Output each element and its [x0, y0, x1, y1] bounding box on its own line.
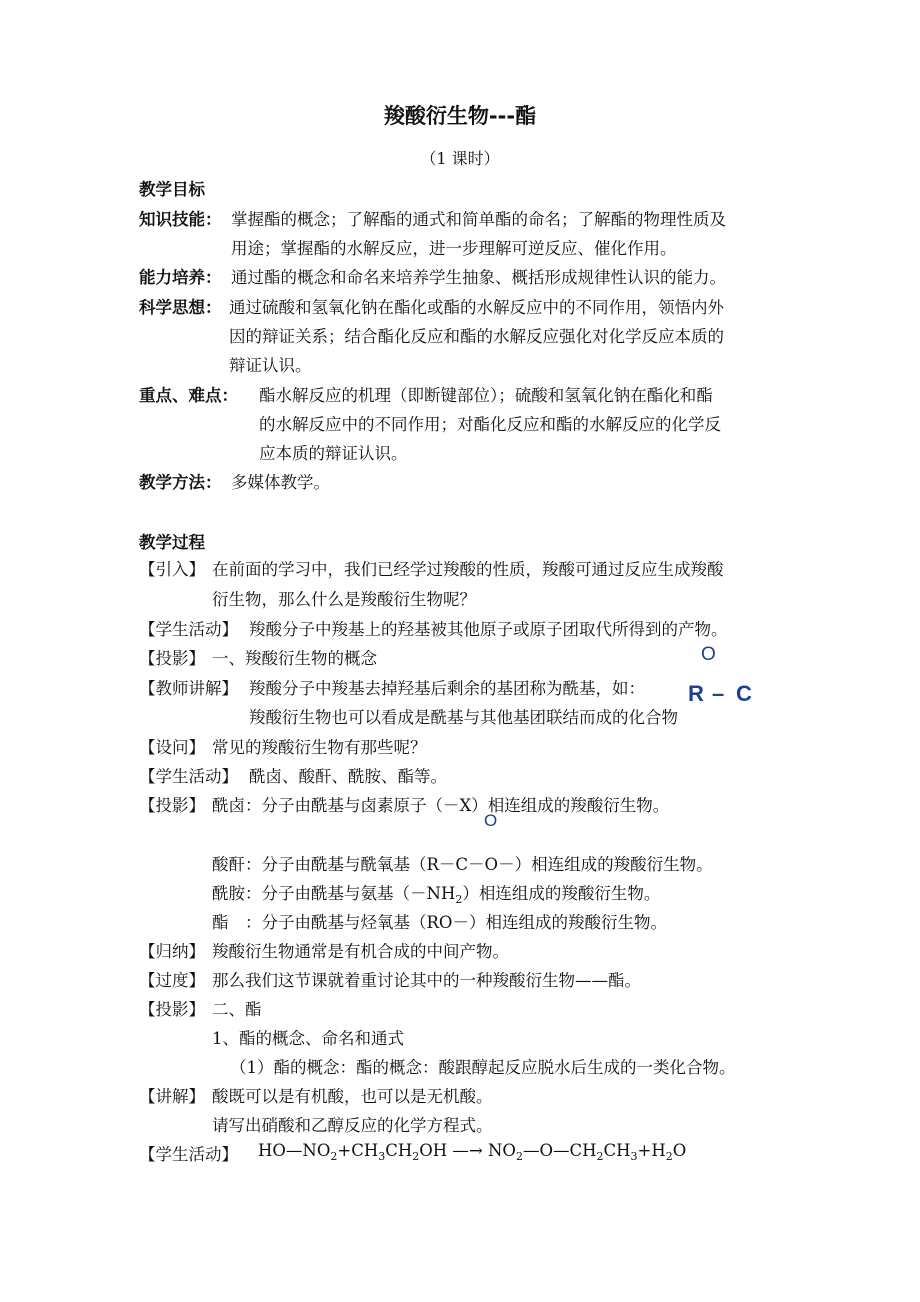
eq-sub: 2: [330, 1150, 338, 1163]
amide-text: [212, 880, 660, 904]
lecture2-tag: 【讲解】: [139, 1087, 205, 1106]
eq-sub: 2: [596, 1150, 604, 1163]
eq-part: CH: [385, 1141, 413, 1160]
ability-label: 能力培养：: [139, 268, 222, 287]
projection1-tag: 【投影】: [139, 649, 205, 668]
eq-sub: 3: [378, 1150, 386, 1163]
objectives-heading: 教学目标: [139, 180, 205, 199]
summary-text: 羧酸衍生物通常是有机合成的中间产物。: [212, 942, 509, 961]
keypoints-label: 重点、难点：: [139, 386, 238, 405]
page-subtitle: （1 课时）: [420, 149, 500, 168]
summary-tag: 【归纳】: [139, 942, 205, 961]
projection3-text: 二、酯: [212, 1000, 262, 1019]
eq-part: —O—CH: [522, 1141, 597, 1160]
question-text: 常见的羧酸衍生物有那些呢？: [212, 738, 427, 757]
thinking-line2: 因的辩证关系；结合酯化反应和酯的水解反应强化对化学反应本质的: [229, 327, 724, 346]
eq-sub: 2: [665, 1150, 673, 1163]
knowledge-line1: 掌握酯的概念；了解酯的通式和简单酯的命名；了解酯的物理性质及: [231, 210, 726, 229]
transition-tag: 【过度】: [139, 971, 205, 990]
anhydride-oxygen: O: [484, 811, 498, 830]
amide-sub: 2: [455, 893, 463, 906]
acyl-oxygen: O: [701, 644, 716, 665]
keypoints-line2: 的水解反应中的不同作用；对酯化反应和酯的水解反应的化学反: [259, 415, 721, 434]
eq-part: HO—NO: [258, 1141, 331, 1160]
ester-def: 酯 ：分子由酰基与烃氧基（RO－）相连组成的羧酸衍生物。: [212, 913, 667, 932]
intro-line2: 衍生物，那么什么是羧酸衍生物呢？: [212, 590, 476, 609]
question-tag: 【设问】: [139, 738, 205, 757]
ability-text: 通过酯的概念和命名来培养学生抽象、概括形成规律性认识的能力。: [231, 268, 726, 287]
knowledge-label: 知识技能：: [139, 210, 222, 229]
activity1-text: 羧酸分子中羧基上的羟基被其他原子或原子团取代所得到的产物。: [249, 620, 728, 639]
lecture1-line2: 羧酸衍生物也可以看成是酰基与其他基团联结而成的化合物: [249, 708, 678, 727]
eq-sub: 2: [515, 1150, 523, 1163]
concept-text: （1）酯的概念：酯的概念：酸跟醇起反应脱水后生成的一类化合物。: [230, 1058, 736, 1077]
acyl-r: R: [688, 681, 704, 706]
section1-heading: 1、酯的概念、命名和通式: [212, 1029, 404, 1048]
method-label: 教学方法：: [139, 473, 222, 492]
amide-post: ）相连组成的羧酸衍生物。: [462, 884, 661, 903]
eq-part: OH —→ NO: [419, 1141, 516, 1160]
anhydride-text: 酸酐：分子由酰基与酰氧基（R－C－O－）相连组成的羧酸衍生物。: [212, 855, 713, 874]
nitration-equation: [258, 1141, 687, 1163]
projection1-text: 一、羧酸衍生物的概念: [212, 649, 377, 668]
method-text: 多媒体教学。: [231, 473, 330, 492]
thinking-line3: 辩证认识。: [229, 356, 312, 375]
intro-line1: 在前面的学习中，我们已经学过羧酸的性质，羧酸可通过反应生成羧酸: [212, 560, 724, 579]
lecture1-line1: 羧酸分子中羧基去掉羟基后剩余的基团称为酰基，如：: [249, 679, 645, 698]
projection2-text: 酰卤：分子由酰基与卤素原子（－X）相连组成的羧酸衍生物。: [212, 796, 670, 815]
acyl-c: C: [736, 681, 752, 706]
eq-part: +H: [637, 1141, 666, 1160]
thinking-label: 科学思想：: [139, 298, 222, 317]
lecture2-line2: 请写出硝酸和乙醇反应的化学方程式。: [212, 1116, 493, 1135]
eq-sub: 3: [630, 1150, 638, 1163]
eq-part: +CH: [337, 1141, 379, 1160]
activity1-tag: 【学生活动】: [139, 620, 238, 639]
process-heading: 教学过程: [139, 533, 205, 552]
keypoints-line3: 应本质的辩证认识。: [259, 444, 408, 463]
lecture2-line1: 酸既可以是有机酸，也可以是无机酸。: [212, 1087, 493, 1106]
projection3-tag: 【投影】: [139, 1000, 205, 1019]
keypoints-line1: 酯水解反应的机理（即断键部位）；硫酸和氢氧化钠在酯化和酯: [259, 386, 713, 405]
intro-tag: 【引入】: [139, 560, 205, 579]
transition-text: 那么我们这节课就着重讨论其中的一种羧酸衍生物——酯。: [212, 971, 641, 990]
activity2-text: 酰卤、酸酐、酰胺、酯等。: [249, 767, 447, 786]
eq-part: CH: [603, 1141, 631, 1160]
eq-part: O: [672, 1141, 687, 1160]
knowledge-line2: 用途；掌握酯的水解反应，进一步理解可逆反应、催化作用。: [231, 239, 677, 258]
lecture1-tag: 【教师讲解】: [139, 679, 238, 698]
activity3-tag: 【学生活动】: [139, 1145, 238, 1164]
eq-sub: 2: [412, 1150, 420, 1163]
amide-pre: 酰胺：分子由酰基与氨基（－NH: [212, 884, 456, 903]
page-title: 羧酸衍生物---酯: [383, 104, 537, 128]
activity2-tag: 【学生活动】: [139, 767, 238, 786]
projection2-tag: 【投影】: [139, 796, 205, 815]
thinking-line1: 通过硫酸和氢氧化钠在酯化或酯的水解反应中的不同作用，领悟内外: [229, 298, 724, 317]
acyl-dash: –: [712, 681, 725, 706]
